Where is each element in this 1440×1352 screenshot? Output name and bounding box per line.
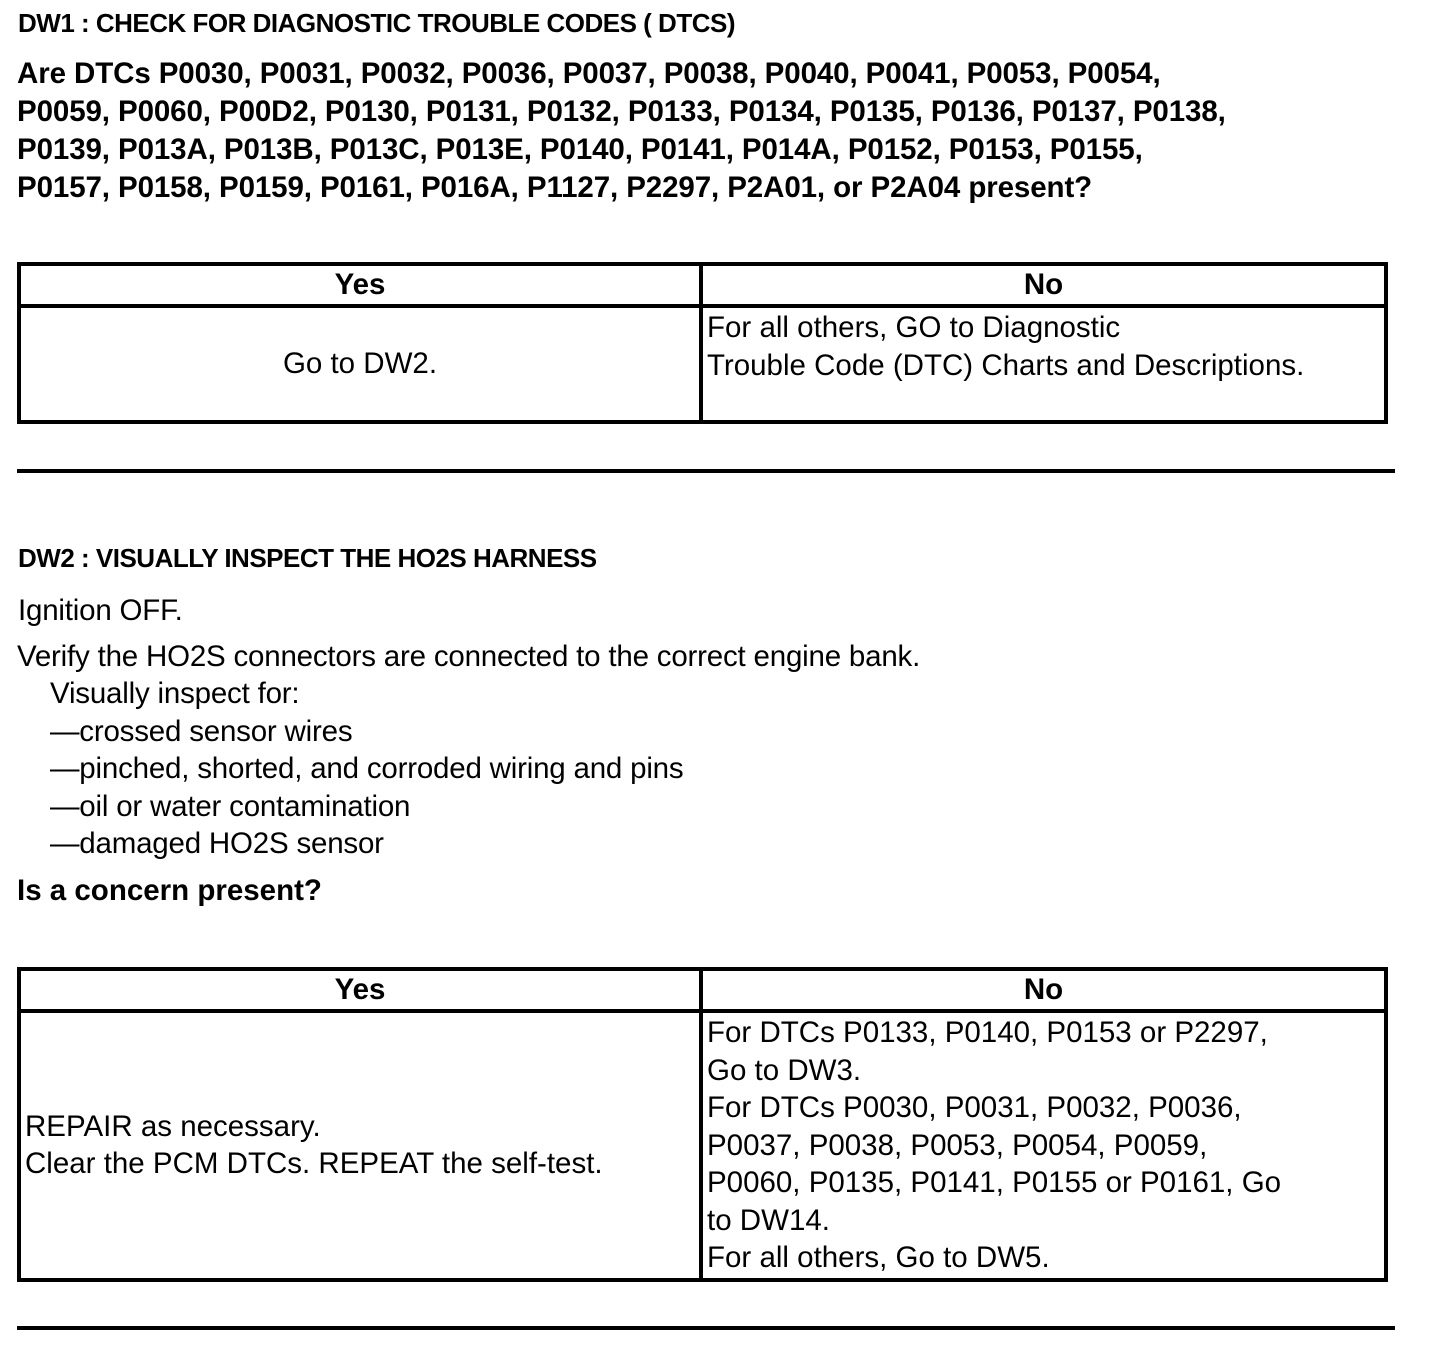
dw2-yes-header: Yes [19,969,701,1011]
dw2-inspect-item: —damaged HO2S sensor [50,827,384,860]
dw1-no-action-line: For all others, GO to Diagnostic [707,311,1121,344]
dw2-no-action-line: For all others, Go to DW5. [707,1241,1050,1274]
dw1-no-header: No [701,264,1386,306]
dw2-question: Is a concern present? [17,874,322,907]
dw1-question-line: P0059, P0060, P00D2, P0130, P0131, P0132, P0133, P0134, P0135, P0136, P0137, P0138, [17,95,1226,128]
dw2-title: DW2 : VISUALLY INSPECT THE HO2S HARNESS [18,543,597,573]
dw2-step-ignition: Ignition OFF. [18,594,183,627]
dw2-inspect-item: —oil or water contamination [50,790,411,823]
dw2-no-action-line: P0060, P0135, P0141, P0155 or P0161, Go [707,1166,1282,1199]
dw1-question-line: P0157, P0158, P0159, P0161, P016A, P1127, P2297, P2A01, or P2A04 present? [17,171,1093,204]
dw2-inspect-item: —pinched, shorted, and corroded wiring and pins [50,752,684,785]
dw1-title: DW1 : CHECK FOR DIAGNOSTIC TROUBLE CODES ( DTCS) [18,8,735,38]
dw2-no-action [701,1011,1386,1280]
dw2-inspect-intro: Visually inspect for: [50,677,300,710]
section-divider [17,1326,1395,1330]
dw2-no-action-line: For DTCs P0133, P0140, P0153 or P2297, [707,1016,1268,1049]
dw1-no-action [701,306,1386,422]
dw1-no-action-line: Trouble Code (DTC) Charts and Descriptions. [707,348,1305,382]
dw2-yes-action-line: Clear the PCM DTCs. REPEAT the self-test. [25,1147,603,1181]
dw1-question-line: P0139, P013A, P013B, P013C, P013E, P0140, P0141, P014A, P0152, P0153, P0155, [17,133,1143,166]
dw1-question [17,55,1226,207]
dw1-yes-header: Yes [19,264,701,306]
dw2-yes-action [19,1011,701,1280]
section-divider [17,469,1395,473]
dw2-no-action-line: For DTCs P0030, P0031, P0032, P0036, [707,1091,1242,1124]
dw2-inspect-item: —crossed sensor wires [50,715,353,748]
dw2-yes-action-line: REPAIR as necessary. [25,1109,321,1143]
dw2-yes-no-table [17,967,1388,1282]
dw2-step-verify: Verify the HO2S connectors are connected to the correct engine bank. [17,640,921,673]
dw2-no-action-line: P0037, P0038, P0053, P0054, P0059, [707,1128,1208,1162]
dw2-no-action-line: to DW14. [707,1203,830,1237]
dw2-no-action-line: Go to DW3. [707,1053,862,1087]
dw2-no-header: No [701,969,1386,1011]
dw1-yes-no-table [17,262,1388,424]
dw1-yes-action: Go to DW2. [19,306,701,422]
dw1-question-line: Are DTCs P0030, P0031, P0032, P0036, P0037, P0038, P0040, P0041, P0053, P0054, [17,57,1161,90]
